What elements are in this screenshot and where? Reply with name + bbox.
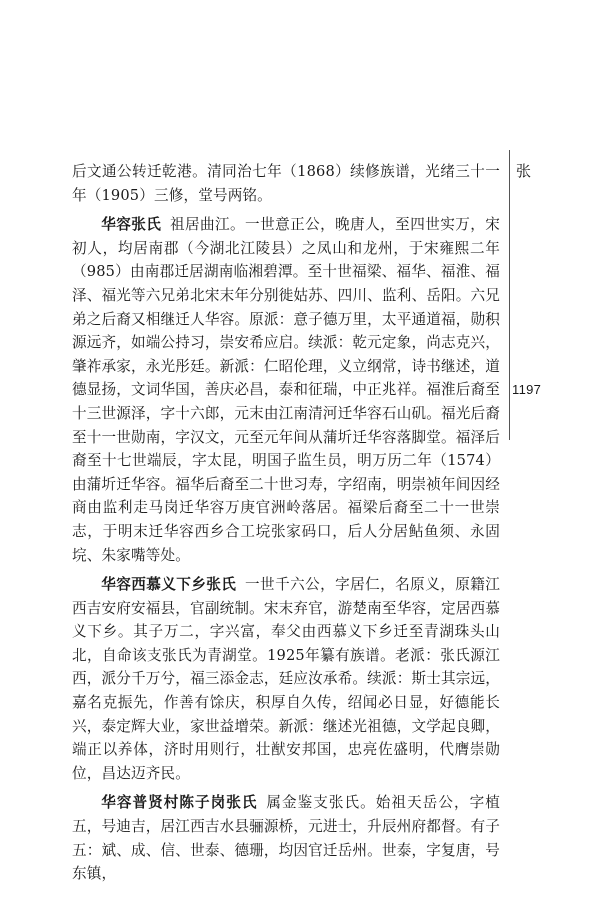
paragraph-heading: 华容普贤村陈子岗张氏 bbox=[101, 794, 258, 812]
body-text bbox=[72, 160, 500, 886]
paragraph-huarong-zhang bbox=[72, 213, 500, 567]
section-surname-label: 张 bbox=[516, 162, 532, 180]
paragraph-text: 一世千六公，字居仁，名原义，原籍江西吉安府安福县，官副统制。宋末弃官，游楚南至华容，定居西慕义下乡。其子万二，字兴富，奉父由西慕义下乡迁至青湖珠头山北，自命该支张氏为青湖堂。1925年纂有族谱。老派：张氏源江西，派分千万兮，福三添金志，廷应汝承希。续派：斯士其宗远，嘉名克振先，作善有馀庆，积厚自久传，绍闻必日显，好德能长兴，泰定辉大业，家世益增荣。新派：继述光祖德，文学起良卿，端正以养体，济时用则行，壮猷安邦国，忠亮佐盛明，代膺崇勋位，昌达迈齐民。 bbox=[72, 576, 500, 782]
paragraph-heading: 华容张氏 bbox=[101, 216, 162, 234]
margin-divider-line bbox=[509, 150, 510, 440]
paragraph-text: 祖居曲江。一世意正公，晚唐人，至四世实万，宋初人，均居南郡（今湖北江陵县）之凤山和龙州，于宋雍熙二年（985）由南郡迁居湖南临湘碧潭。至十世福梁、福华、福淮、福泽、福光等六兄弟北宋末年分别徙姑苏、四川、监利、岳阳。六兄弟之后裔又相继迁人华容。原派：意子德万里，太平通道福，勋积源远齐，如端公持习，崇安希应启。续派：乾元定象，尚志克兴，肇祚承家，永光彤廷。新派：仁昭伦理，义立纲常，诗书继述，道德显扬，文词华国，善庆必昌，泰和征瑞，中正兆祥。福淮后裔至十三世源泽，字十六郎，元末由江南清河迁华容石山矶。福光后裔至十一世勋南，字汉文，元至元年间从蒲圻迁华容落脚堂。福泽后裔至十七世端辰，字太昆，明国子监生员，明万历二年（1574）由蒲圻迁华容。福华后裔至二十世习寿，字绍南，明崇祯年间因经商由监利走马岗迁华容万庚官洲岭落居。福梁后裔至二十一世崇志，于明末迁华容西乡合工垸张家码口，后人分居鲇鱼须、永固垸、朱家嘴等处。 bbox=[72, 216, 500, 564]
paragraph-text: 属金鉴支张氏。始祖天岳公，字植五，号迪吉，居江西吉水县骊源桥，元进士，升辰州府都督。有子五：斌、成、信、世泰、德珊，均因官迁岳州。世泰，字复唐，号东镇， bbox=[72, 794, 500, 883]
paragraph-huarong-ximuyi-zhang bbox=[72, 573, 500, 785]
paragraph-heading: 华容西慕义下乡张氏 bbox=[101, 576, 237, 594]
page-number: 1197 bbox=[512, 382, 542, 397]
paragraph-text: 后文通公转迁乾港。清同治七年（1868）续修族谱，光绪三十一年（1905）三修，堂号两铭。 bbox=[72, 163, 500, 204]
paragraph-huarong-puxian-zhang bbox=[72, 791, 500, 885]
paragraph-continuation bbox=[72, 160, 500, 207]
